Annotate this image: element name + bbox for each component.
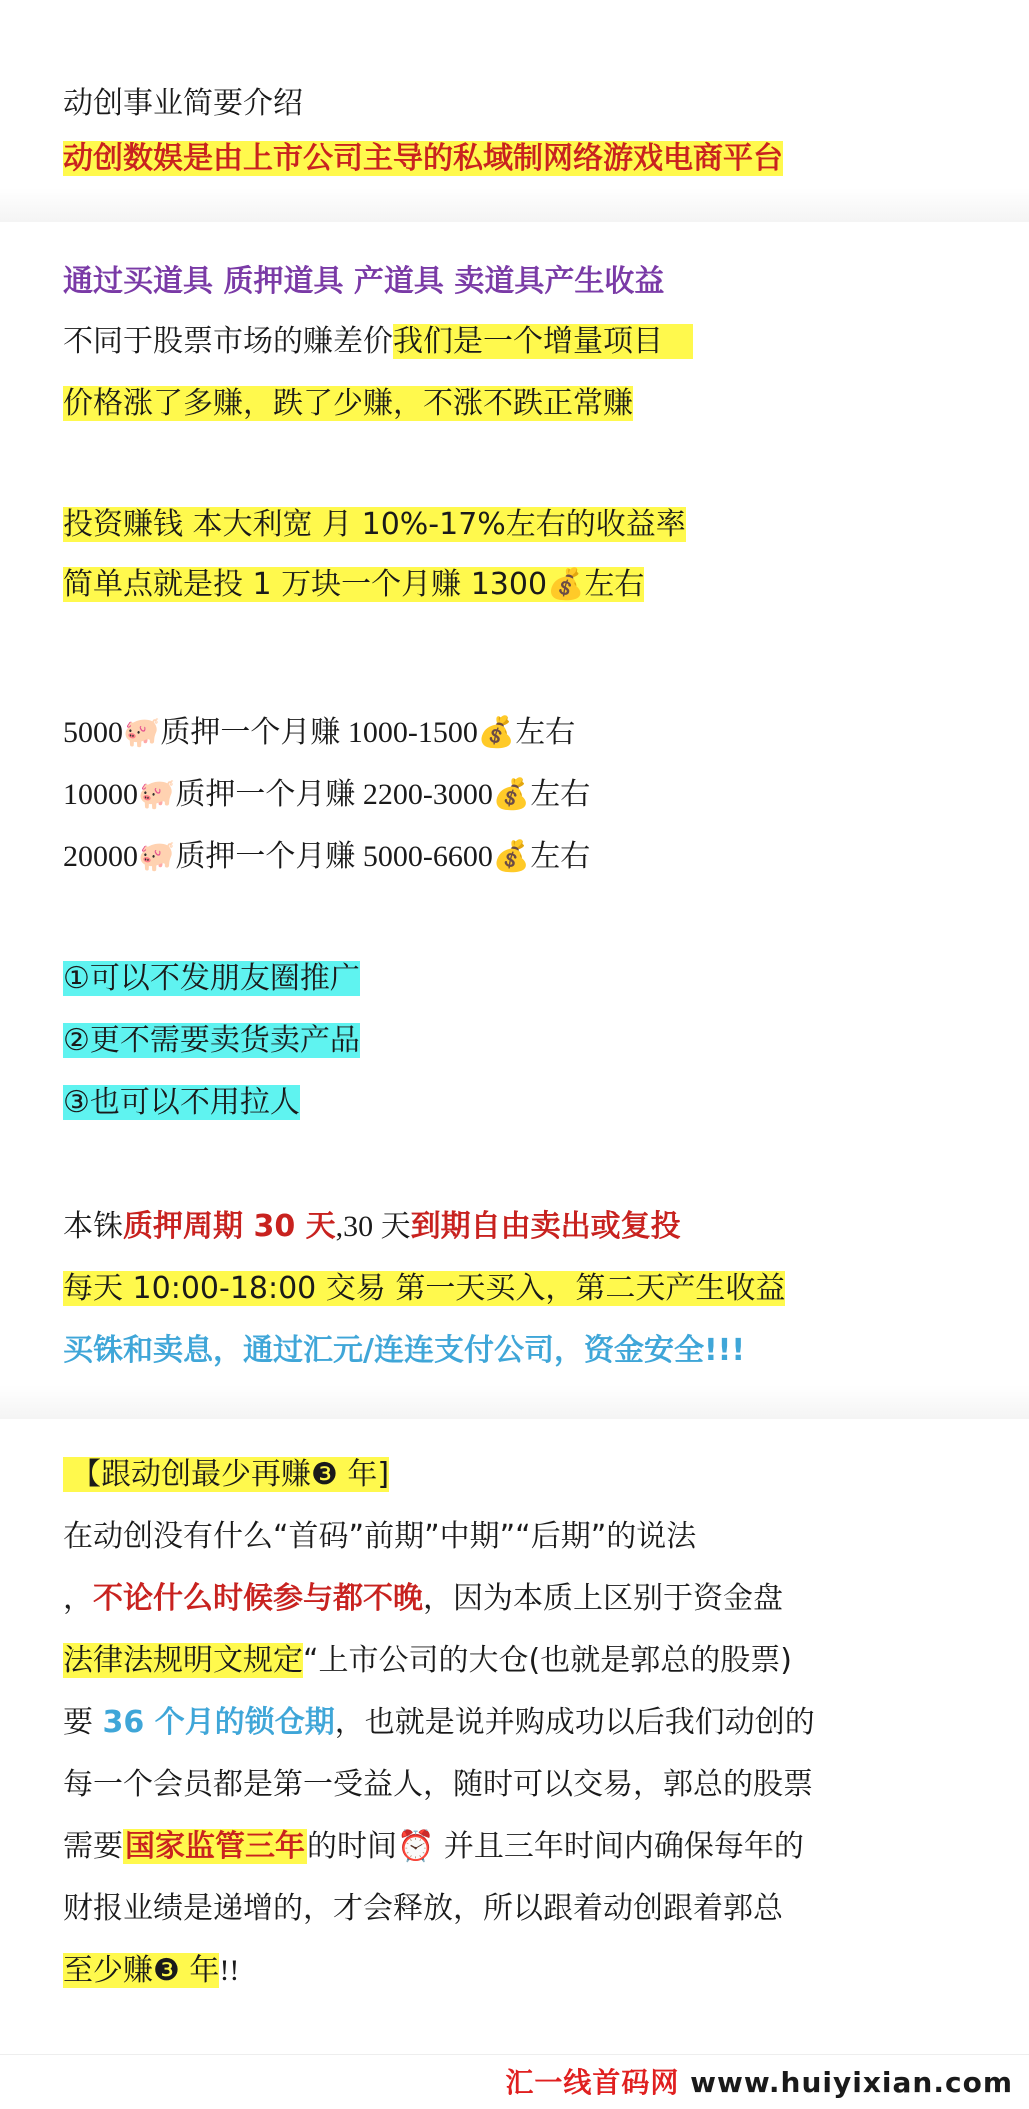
- project-type-highlight: 我们是一个增量项目: [393, 324, 693, 359]
- never-late-highlight: 不论什么时候参与都不晚: [93, 1581, 423, 1616]
- platform-intro-line: [63, 137, 783, 181]
- law-rest: “上市公司的大仓(也就是郭总的股票): [303, 1643, 792, 1678]
- divider-shade-2: [0, 1385, 1029, 1419]
- benefit-item-1: [63, 957, 360, 1001]
- closing-line: [63, 1949, 239, 1993]
- pledge-tier-20000: 20000🐖质押一个月赚 5000-6600💰左右: [63, 840, 591, 873]
- project-type-text: 不同于股票市场的赚差价: [63, 324, 393, 359]
- platform-intro-text: 动创数娱是由上市公司主导的私域制网络游戏电商平台: [63, 141, 783, 176]
- benefit-item-3: [63, 1081, 300, 1125]
- no-first-code-line: 在动创没有什么“首码”前期”中期”“后期”的说法: [63, 1519, 697, 1554]
- member-benefit-line: 每一个会员都是第一受益人，随时可以交易，郭总的股票: [63, 1767, 813, 1802]
- pledge-period-prefix: 本铢: [63, 1209, 123, 1244]
- pledge-tier-10000: 10000🐖质押一个月赚 2200-3000💰左右: [63, 778, 591, 811]
- watermark-text: [505, 2061, 1013, 2101]
- law-highlight: 法律法规明文规定: [63, 1643, 303, 1678]
- supervision-line: [63, 1825, 804, 1869]
- supervision-rest: 的时间⏰ 并且三年时间内确保每年的: [307, 1829, 804, 1864]
- closing-highlight: 至少赚❸ 年: [63, 1953, 220, 1988]
- watermark-footer: [0, 2054, 1029, 2109]
- divider-shade: [0, 188, 1029, 222]
- lockup-highlight: 36 个月的锁仓期: [102, 1705, 335, 1740]
- price-rule-line: [63, 382, 633, 426]
- trading-hours-text: 每天 10:00-18:00 交易 第一天买入，第二天产生收益: [63, 1271, 786, 1306]
- pledge-period-mid: ,30 天: [335, 1210, 411, 1243]
- benefit-item-2: [63, 1019, 360, 1063]
- payment-safety-line: 买铢和卖息，通过汇元/连连支付公司，资金安全!!!: [63, 1333, 746, 1368]
- closing-rest: !!: [219, 1954, 240, 1987]
- return-rate-text: 投资赚钱 本大利宽 月 10%-17%左右的收益率: [63, 507, 686, 542]
- pledge-tier-5000: 5000🐖质押一个月赚 1000-1500💰左右: [63, 716, 576, 749]
- never-late-comma: ，: [63, 1581, 93, 1616]
- benefit-item-3-text: ③也可以不用拉人: [63, 1085, 300, 1120]
- pledge-period-line: [63, 1205, 681, 1249]
- doc-heading: 动创事业简要介绍: [63, 86, 303, 121]
- supervision-prefix: 需要: [63, 1829, 123, 1864]
- never-late-line: [63, 1577, 783, 1621]
- watermark-site-url: www.huiyixian.com: [690, 2066, 1013, 2099]
- return-rate-line: [63, 503, 686, 547]
- pledge-period-highlight: 质押周期 30 天: [123, 1209, 336, 1244]
- price-rule-text: 价格涨了多赚，跌了少赚，不涨不跌正常赚: [63, 386, 633, 421]
- lockup-prefix: 要: [63, 1705, 103, 1740]
- section-bracket-text: 【跟动创最少再赚❸ 年]: [63, 1457, 389, 1492]
- benefit-item-1-text: ①可以不发朋友圈推广: [63, 961, 360, 996]
- financial-report-line: 财报业绩是递增的，才会释放，所以跟着动创跟着郭总: [63, 1891, 783, 1926]
- lockup-line: [63, 1701, 815, 1745]
- trading-hours-line: [63, 1267, 785, 1311]
- example-return-line: [63, 563, 644, 607]
- law-line: [63, 1639, 792, 1683]
- revenue-method-line: 通过买道具 质押道具 产道具 卖道具产生收益: [63, 264, 665, 299]
- supervision-highlight: 国家监管三年: [125, 1829, 305, 1864]
- watermark-site-name: 汇一线首码网: [505, 2066, 680, 2099]
- section-bracket-title: [63, 1453, 389, 1497]
- pledge-period-end: 到期自由卖出或复投: [410, 1209, 681, 1244]
- example-return-text: 简单点就是投 1 万块一个月赚 1300💰左右: [63, 567, 645, 602]
- never-late-rest: ，因为本质上区别于资金盘: [423, 1581, 783, 1616]
- benefit-item-2-text: ②更不需要卖货卖产品: [63, 1023, 360, 1058]
- project-type-line: [63, 320, 693, 364]
- lockup-rest: ，也就是说并购成功以后我们动创的: [334, 1705, 815, 1740]
